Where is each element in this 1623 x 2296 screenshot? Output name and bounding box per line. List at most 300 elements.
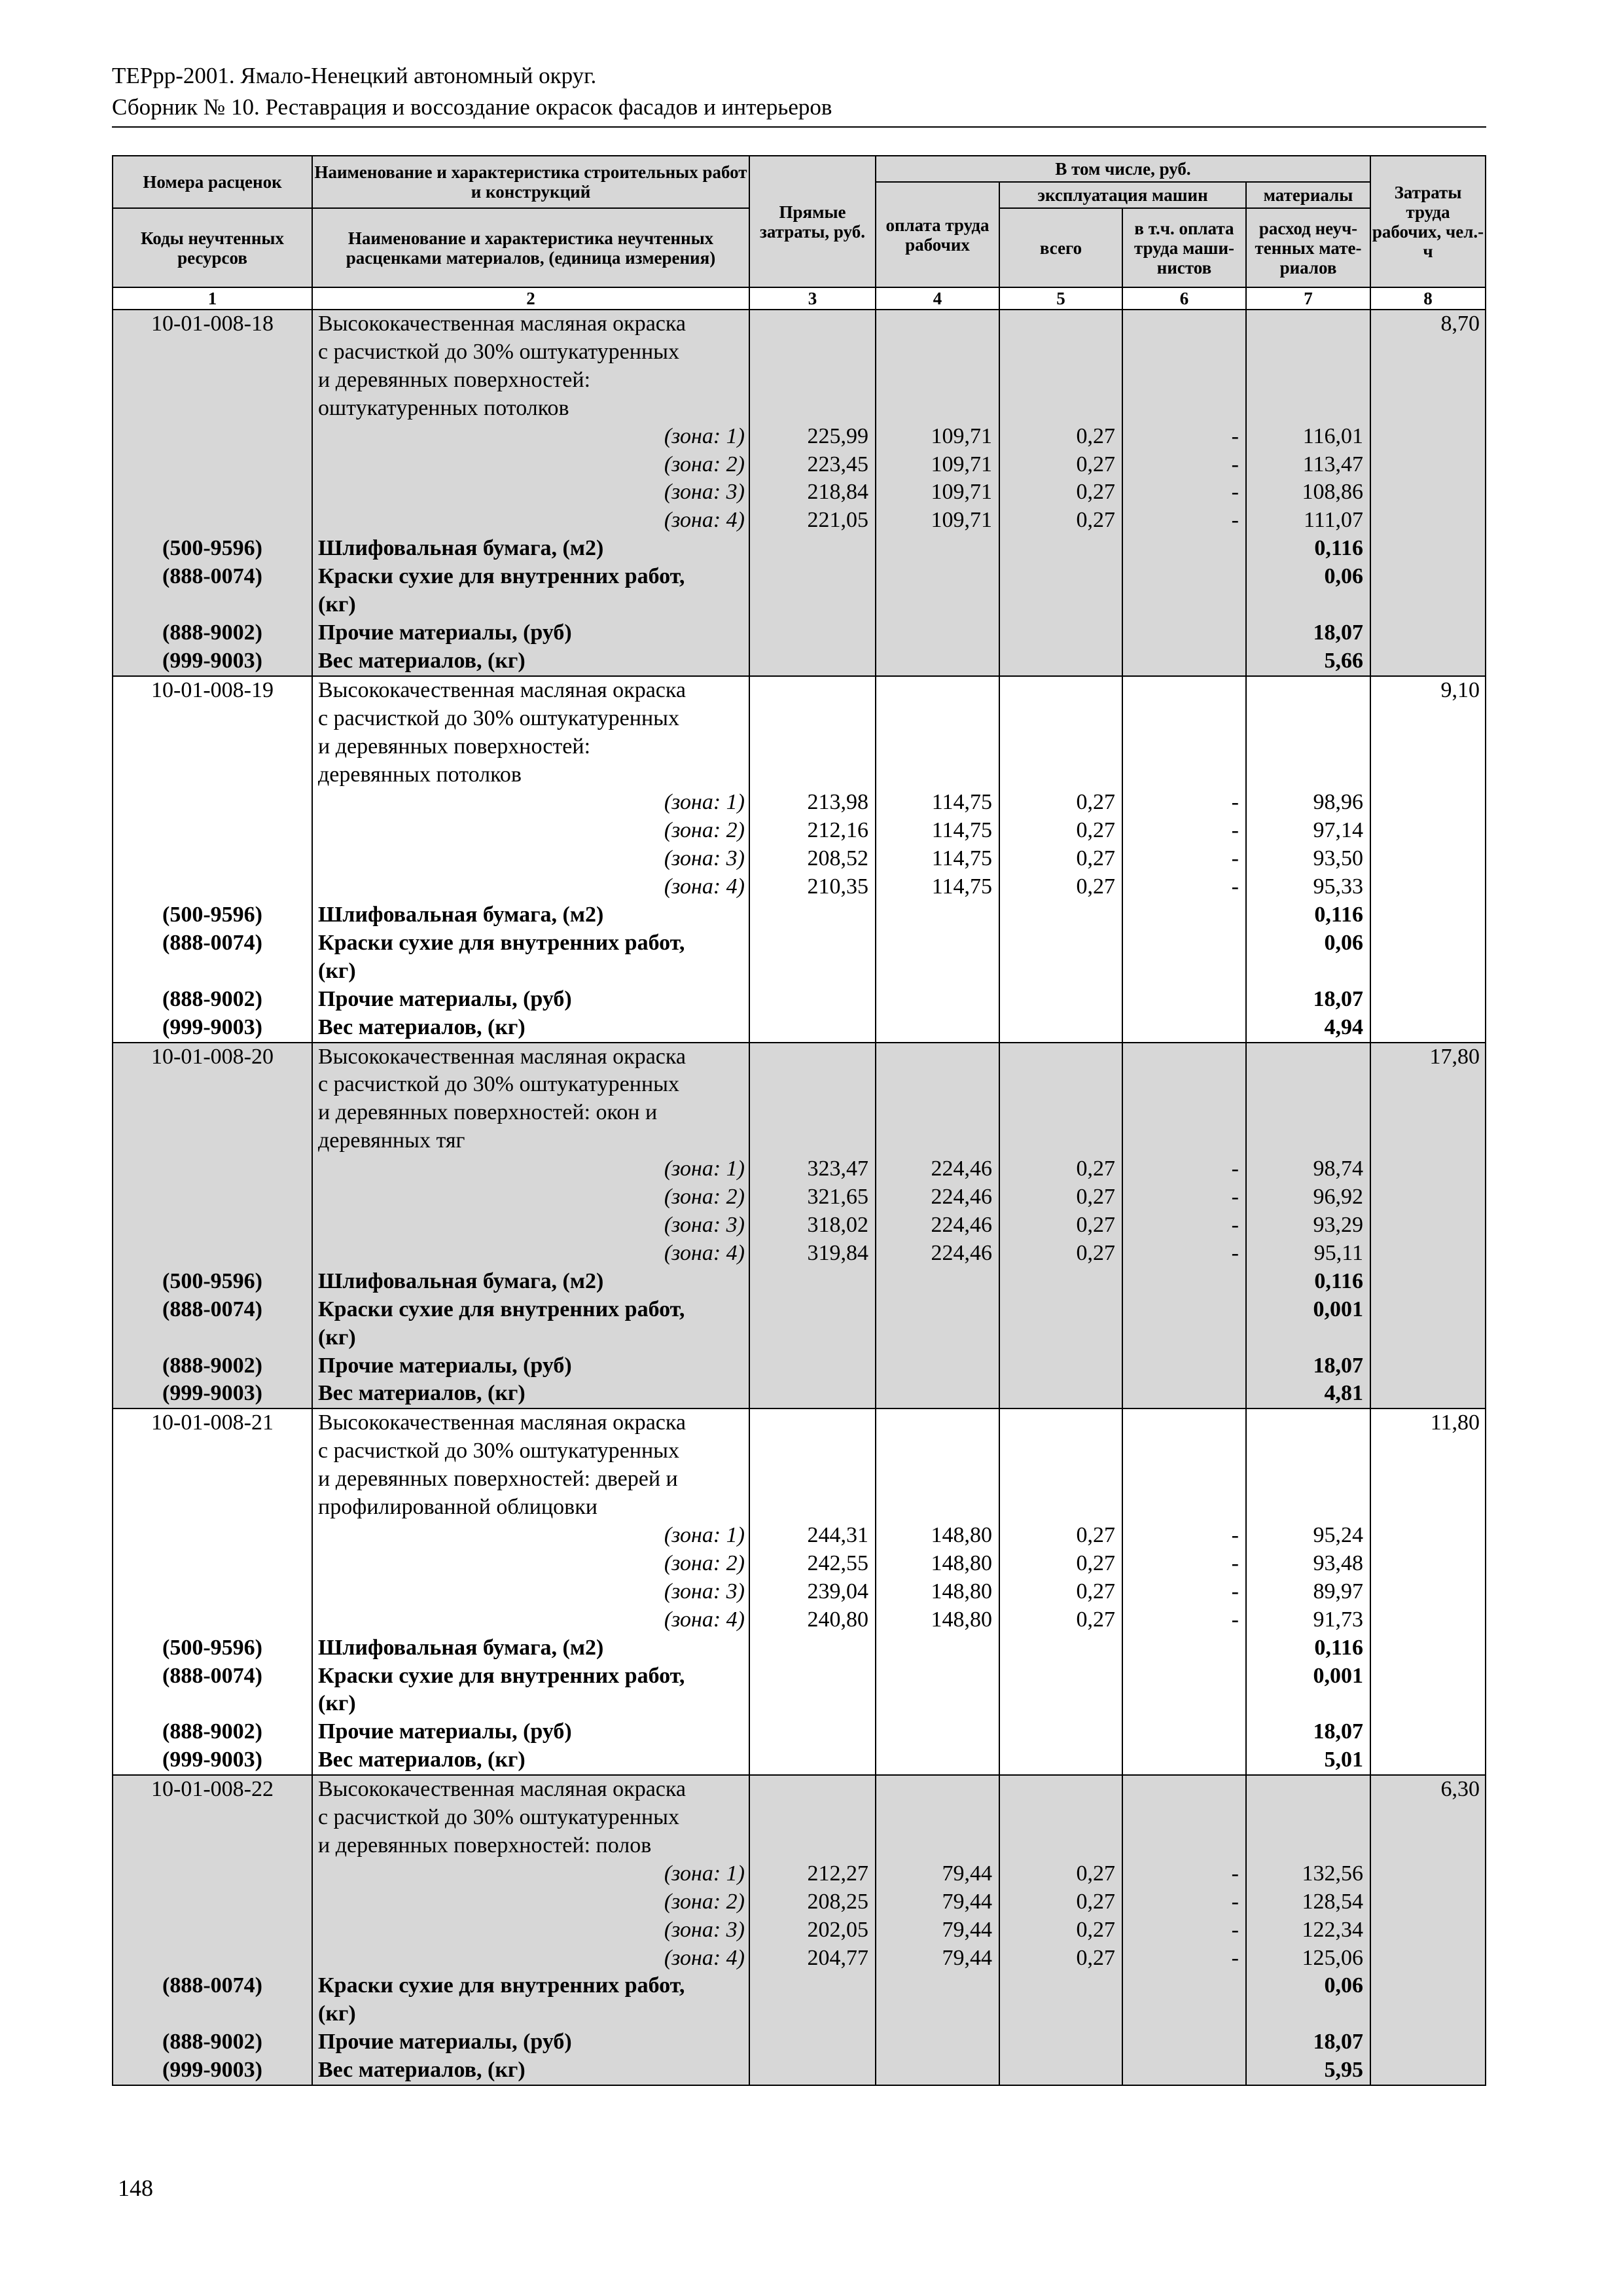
empty-cell: [1122, 310, 1246, 338]
column-number: 1: [113, 287, 312, 310]
direct-cost-value: 212,27: [749, 1860, 876, 1888]
empty-cell: [1370, 986, 1486, 1014]
labor-cost-value: 9,10: [1370, 676, 1486, 705]
empty-cell: [749, 367, 876, 395]
empty-cell: [1122, 1071, 1246, 1099]
rate-code: 10-01-008-19: [113, 676, 312, 705]
work-description-line: оштукатуренных потолков: [312, 395, 749, 423]
empty-cell: [1370, 1268, 1486, 1296]
empty-cell: [1370, 1465, 1486, 1494]
resource-name-line: Шлифовальная бумага, (м2): [318, 1635, 604, 1660]
empty-cell: [1246, 1832, 1370, 1860]
direct-cost-value: 212,16: [749, 817, 876, 845]
empty-cell: [999, 705, 1122, 733]
direct-cost-value: 239,04: [749, 1578, 876, 1606]
empty-cell: [113, 451, 312, 479]
resource-amount: 18,07: [1246, 1352, 1370, 1380]
empty-cell: [1122, 1804, 1246, 1832]
description-row: [113, 367, 1486, 395]
materials-value: 97,14: [1246, 817, 1370, 845]
empty-cell: [876, 1662, 999, 1719]
description-row: [113, 1408, 1486, 1437]
resource-name: [312, 986, 749, 1014]
resource-row: [113, 563, 1486, 619]
resource-amount: 0,116: [1246, 901, 1370, 929]
empty-cell: [876, 1746, 999, 1775]
zone-label: (зона: 3): [312, 1578, 749, 1606]
empty-cell: [1246, 1071, 1370, 1099]
resource-row: [113, 929, 1486, 986]
price-table: [112, 155, 1486, 2086]
zone-label: (зона: 3): [312, 1211, 749, 1240]
empty-cell: [113, 1945, 312, 1973]
table-header: [113, 156, 1486, 310]
empty-cell: [1122, 761, 1246, 789]
resource-row: [113, 1014, 1486, 1043]
empty-cell: [1370, 423, 1486, 451]
description-row: [113, 1127, 1486, 1155]
unaccounted-materials-header: расход неуч-тенных мате-риалов: [1246, 208, 1370, 287]
zone-row: [113, 1240, 1486, 1268]
machinist-pay-value: -: [1122, 873, 1246, 901]
empty-cell: [1246, 1043, 1370, 1071]
empty-cell: [749, 1043, 876, 1071]
resource-code: (999-9003): [113, 647, 312, 676]
empty-cell: [1370, 1240, 1486, 1268]
resource-code: (999-9003): [113, 1380, 312, 1408]
resource-amount: 5,95: [1246, 2056, 1370, 2085]
empty-cell: [749, 1465, 876, 1494]
empty-cell: [999, 1775, 1122, 1804]
empty-cell: [113, 1606, 312, 1634]
machinist-pay-value: -: [1122, 478, 1246, 507]
empty-cell: [999, 901, 1122, 929]
resource-row: [113, 1380, 1486, 1408]
empty-cell: [876, 1437, 999, 1465]
worker-pay-value: 109,71: [876, 451, 999, 479]
zone-row: [113, 1888, 1486, 1916]
empty-cell: [999, 1634, 1122, 1662]
machines-total-value: 0,27: [999, 817, 1122, 845]
resource-code: (888-9002): [113, 1718, 312, 1746]
empty-cell: [876, 986, 999, 1014]
empty-cell: [999, 619, 1122, 647]
rate-entry: [113, 676, 1486, 1043]
direct-cost-value: 319,84: [749, 1240, 876, 1268]
empty-cell: [876, 1408, 999, 1437]
description-row: [113, 761, 1486, 789]
direct-cost-value: 242,55: [749, 1550, 876, 1578]
machines-total-header: всего: [999, 208, 1122, 287]
zone-row: [113, 873, 1486, 901]
machines-total-value: 0,27: [999, 1606, 1122, 1634]
empty-cell: [999, 647, 1122, 676]
materials-value: 125,06: [1246, 1945, 1370, 1973]
description-row: [113, 338, 1486, 367]
resource-name-line: Прочие материалы, (руб): [318, 986, 572, 1011]
empty-cell: [113, 1183, 312, 1211]
empty-cell: [1370, 367, 1486, 395]
machines-total-value: 0,27: [999, 507, 1122, 535]
empty-cell: [749, 1804, 876, 1832]
empty-cell: [1370, 563, 1486, 619]
empty-cell: [1370, 2028, 1486, 2056]
empty-cell: [113, 1071, 312, 1099]
empty-cell: [999, 310, 1122, 338]
resource-name-line: Вес материалов, (кг): [318, 648, 526, 673]
empty-cell: [113, 478, 312, 507]
empty-cell: [876, 1494, 999, 1522]
empty-cell: [1122, 619, 1246, 647]
description-row: [113, 1043, 1486, 1071]
machines-total-value: 0,27: [999, 1550, 1122, 1578]
resource-code: (999-9003): [113, 1746, 312, 1775]
resource-name: [312, 1296, 749, 1352]
empty-cell: [876, 733, 999, 761]
resource-name-line: Прочие материалы, (руб): [318, 1353, 572, 1378]
machinist-pay-value: -: [1122, 1240, 1246, 1268]
col1-top-header: Номера расценок: [113, 156, 312, 208]
resource-code: (500-9596): [113, 1268, 312, 1296]
empty-cell: [113, 1578, 312, 1606]
zone-row: [113, 451, 1486, 479]
empty-cell: [1122, 2028, 1246, 2056]
empty-cell: [1370, 1746, 1486, 1775]
empty-cell: [876, 1099, 999, 1127]
zone-label: (зона: 4): [312, 1240, 749, 1268]
empty-cell: [999, 1465, 1122, 1494]
rate-code: 10-01-008-20: [113, 1043, 312, 1071]
empty-cell: [999, 1268, 1122, 1296]
empty-cell: [749, 1494, 876, 1522]
resource-row: [113, 619, 1486, 647]
materials-value: 128,54: [1246, 1888, 1370, 1916]
work-description-line: Высококачественная масляная окраска: [312, 1775, 749, 1804]
machines-total-value: 0,27: [999, 1522, 1122, 1550]
machines-total-value: 0,27: [999, 1945, 1122, 1973]
empty-cell: [749, 1718, 876, 1746]
rate-entry: [113, 1775, 1486, 2085]
empty-cell: [876, 1634, 999, 1662]
resource-row: [113, 647, 1486, 676]
empty-cell: [749, 1746, 876, 1775]
work-description-line: деревянных тяг: [312, 1127, 749, 1155]
direct-cost-value: 223,45: [749, 451, 876, 479]
empty-cell: [1370, 1155, 1486, 1183]
empty-cell: [113, 1860, 312, 1888]
zone-row: [113, 1211, 1486, 1240]
resource-amount: 0,001: [1246, 1662, 1370, 1719]
description-row: [113, 1465, 1486, 1494]
zone-label: (зона: 1): [312, 423, 749, 451]
worker-pay-value: 109,71: [876, 507, 999, 535]
empty-cell: [1246, 1775, 1370, 1804]
empty-cell: [749, 647, 876, 676]
materials-value: 93,50: [1246, 845, 1370, 873]
work-description-line: профилированной облицовки: [312, 1494, 749, 1522]
machinist-pay-value: -: [1122, 1155, 1246, 1183]
worker-pay-header: оплата труда рабочих: [876, 182, 999, 287]
resource-code: (888-9002): [113, 619, 312, 647]
empty-cell: [876, 535, 999, 563]
resource-code: (888-0074): [113, 929, 312, 986]
zone-label: (зона: 1): [312, 1860, 749, 1888]
empty-cell: [1370, 507, 1486, 535]
resource-code: (888-0074): [113, 563, 312, 619]
zone-label: (зона: 3): [312, 1916, 749, 1945]
materials-value: 95,11: [1246, 1240, 1370, 1268]
empty-cell: [1122, 1746, 1246, 1775]
machinist-pay-value: -: [1122, 1916, 1246, 1945]
empty-cell: [749, 1437, 876, 1465]
including-group-header: В том числе, руб.: [876, 156, 1370, 182]
resource-name: [312, 1662, 749, 1719]
column-number: 7: [1246, 287, 1370, 310]
resource-row: [113, 901, 1486, 929]
empty-cell: [749, 733, 876, 761]
resource-name-line: Шлифовальная бумага, (м2): [318, 903, 604, 927]
resource-amount: 18,07: [1246, 986, 1370, 1014]
empty-cell: [1122, 1494, 1246, 1522]
empty-cell: [876, 761, 999, 789]
empty-cell: [1370, 619, 1486, 647]
empty-cell: [999, 1972, 1122, 2028]
worker-pay-value: 114,75: [876, 817, 999, 845]
empty-cell: [999, 1718, 1122, 1746]
empty-cell: [876, 563, 999, 619]
empty-cell: [1246, 1408, 1370, 1437]
empty-cell: [999, 1352, 1122, 1380]
empty-cell: [749, 986, 876, 1014]
resource-code: (500-9596): [113, 901, 312, 929]
empty-cell: [1370, 1183, 1486, 1211]
description-row: [113, 1099, 1486, 1127]
empty-cell: [1370, 1550, 1486, 1578]
work-description-line: с расчисткой до 30% оштукатуренных: [312, 705, 749, 733]
empty-cell: [1122, 1408, 1246, 1437]
empty-cell: [1370, 535, 1486, 563]
column-number: 3: [749, 287, 876, 310]
empty-cell: [1122, 1352, 1246, 1380]
work-description-line: с расчисткой до 30% оштукатуренных: [312, 338, 749, 367]
zone-label: (зона: 3): [312, 845, 749, 873]
empty-cell: [999, 1832, 1122, 1860]
empty-cell: [113, 1465, 312, 1494]
worker-pay-value: 114,75: [876, 845, 999, 873]
resource-code: (500-9596): [113, 535, 312, 563]
work-description-line: Высококачественная масляная окраска: [312, 676, 749, 705]
empty-cell: [749, 761, 876, 789]
description-row: [113, 310, 1486, 338]
empty-cell: [1122, 2056, 1246, 2085]
work-description-line: и деревянных поверхностей: дверей и: [312, 1465, 749, 1494]
description-row: [113, 395, 1486, 423]
empty-cell: [999, 1408, 1122, 1437]
empty-cell: [1122, 1043, 1246, 1071]
empty-cell: [999, 395, 1122, 423]
empty-cell: [113, 1211, 312, 1240]
worker-pay-value: 148,80: [876, 1550, 999, 1578]
direct-cost-value: 318,02: [749, 1211, 876, 1240]
empty-cell: [113, 1832, 312, 1860]
resource-row: [113, 1746, 1486, 1775]
empty-cell: [1122, 1634, 1246, 1662]
empty-cell: [1370, 478, 1486, 507]
empty-cell: [999, 367, 1122, 395]
empty-cell: [999, 986, 1122, 1014]
empty-cell: [113, 338, 312, 367]
machinist-pay-value: -: [1122, 451, 1246, 479]
description-row: [113, 676, 1486, 705]
zone-label: (зона: 3): [312, 478, 749, 507]
labor-cost-value: 17,80: [1370, 1043, 1486, 1071]
empty-cell: [749, 1014, 876, 1043]
resource-amount: 0,06: [1246, 929, 1370, 986]
empty-cell: [876, 338, 999, 367]
resource-name-line: Шлифовальная бумага, (м2): [318, 536, 604, 561]
machines-total-value: 0,27: [999, 845, 1122, 873]
materials-value: 91,73: [1246, 1606, 1370, 1634]
empty-cell: [1370, 1578, 1486, 1606]
resource-name-line: Вес материалов, (кг): [318, 1381, 526, 1406]
empty-cell: [999, 563, 1122, 619]
machines-total-value: 0,27: [999, 1240, 1122, 1268]
empty-cell: [1122, 705, 1246, 733]
resource-name-line: Вес материалов, (кг): [318, 1014, 526, 1039]
machinist-pay-value: -: [1122, 817, 1246, 845]
empty-cell: [1246, 676, 1370, 705]
empty-cell: [1122, 1972, 1246, 2028]
worker-pay-value: 79,44: [876, 1888, 999, 1916]
worker-pay-value: 79,44: [876, 1945, 999, 1973]
empty-cell: [1370, 1718, 1486, 1746]
materials-value: 96,92: [1246, 1183, 1370, 1211]
zone-label: (зона: 2): [312, 1888, 749, 1916]
zone-row: [113, 1522, 1486, 1550]
direct-cost-value: 204,77: [749, 1945, 876, 1973]
machines-total-value: 0,27: [999, 478, 1122, 507]
resource-name: [312, 1352, 749, 1380]
empty-cell: [876, 1296, 999, 1352]
resource-name: [312, 1268, 749, 1296]
empty-cell: [876, 1071, 999, 1099]
empty-cell: [1246, 733, 1370, 761]
machinist-pay-value: -: [1122, 789, 1246, 817]
zone-row: [113, 1578, 1486, 1606]
empty-cell: [1370, 733, 1486, 761]
rate-code: 10-01-008-18: [113, 310, 312, 338]
empty-cell: [113, 1522, 312, 1550]
empty-cell: [999, 2056, 1122, 2085]
empty-cell: [999, 2028, 1122, 2056]
empty-cell: [749, 1268, 876, 1296]
empty-cell: [113, 845, 312, 873]
empty-cell: [876, 901, 999, 929]
empty-cell: [1122, 1718, 1246, 1746]
resource-name-line: Вес материалов, (кг): [318, 1748, 526, 1772]
resource-code: (888-0074): [113, 1662, 312, 1719]
machines-total-value: 0,27: [999, 873, 1122, 901]
empty-cell: [1370, 1522, 1486, 1550]
empty-cell: [1122, 535, 1246, 563]
empty-cell: [113, 1240, 312, 1268]
column-number: 2: [312, 287, 749, 310]
direct-cost-value: 208,52: [749, 845, 876, 873]
empty-cell: [999, 1804, 1122, 1832]
description-row: [113, 705, 1486, 733]
resource-code: (999-9003): [113, 2056, 312, 2085]
empty-cell: [1370, 1127, 1486, 1155]
work-description-line: и деревянных поверхностей: окон и: [312, 1099, 749, 1127]
empty-cell: [1370, 705, 1486, 733]
empty-cell: [876, 1380, 999, 1408]
empty-cell: [876, 1718, 999, 1746]
direct-cost-value: 202,05: [749, 1916, 876, 1945]
machines-total-value: 0,27: [999, 1155, 1122, 1183]
resource-name: [312, 1718, 749, 1746]
empty-cell: [749, 705, 876, 733]
empty-cell: [1122, 1099, 1246, 1127]
empty-cell: [999, 1296, 1122, 1352]
col2-bottom-header: Наименование и характеристика неучтенных расценками материалов, (единица измерения): [312, 208, 749, 287]
zone-label: (зона: 2): [312, 817, 749, 845]
machines-total-value: 0,27: [999, 1860, 1122, 1888]
empty-cell: [113, 761, 312, 789]
empty-cell: [999, 733, 1122, 761]
direct-cost-value: 225,99: [749, 423, 876, 451]
empty-cell: [1370, 1804, 1486, 1832]
zone-row: [113, 1183, 1486, 1211]
resource-row: [113, 1634, 1486, 1662]
column-numbers-row: [113, 287, 1486, 310]
empty-cell: [113, 705, 312, 733]
resource-name: [312, 901, 749, 929]
resource-code: (888-0074): [113, 1972, 312, 2028]
worker-pay-value: 224,46: [876, 1240, 999, 1268]
machinist-pay-value: -: [1122, 1183, 1246, 1211]
description-row: [113, 1437, 1486, 1465]
empty-cell: [749, 1380, 876, 1408]
machines-total-value: 0,27: [999, 1211, 1122, 1240]
resource-row: [113, 1718, 1486, 1746]
worker-pay-value: 79,44: [876, 1860, 999, 1888]
empty-cell: [876, 1804, 999, 1832]
empty-cell: [113, 1494, 312, 1522]
zone-label: (зона: 4): [312, 1606, 749, 1634]
work-description-line: Высококачественная масляная окраска: [312, 1408, 749, 1437]
empty-cell: [876, 1775, 999, 1804]
materials-value: 93,48: [1246, 1550, 1370, 1578]
resource-name-line: Краски сухие для внутренних работ,: [318, 1297, 685, 1321]
direct-cost-value: 210,35: [749, 873, 876, 901]
description-row: [113, 1804, 1486, 1832]
empty-cell: [1370, 1916, 1486, 1945]
empty-cell: [113, 817, 312, 845]
empty-cell: [749, 619, 876, 647]
empty-cell: [1370, 1071, 1486, 1099]
empty-cell: [1370, 1014, 1486, 1043]
zone-row: [113, 507, 1486, 535]
empty-cell: [876, 1465, 999, 1494]
work-description-line: Высококачественная масляная окраска: [312, 310, 749, 338]
resource-name: [312, 563, 749, 619]
rate-entry: [113, 1043, 1486, 1409]
empty-cell: [1246, 395, 1370, 423]
description-row: [113, 1832, 1486, 1860]
machines-total-value: 0,27: [999, 1183, 1122, 1211]
resource-row: [113, 1972, 1486, 2028]
resource-row: [113, 1662, 1486, 1719]
